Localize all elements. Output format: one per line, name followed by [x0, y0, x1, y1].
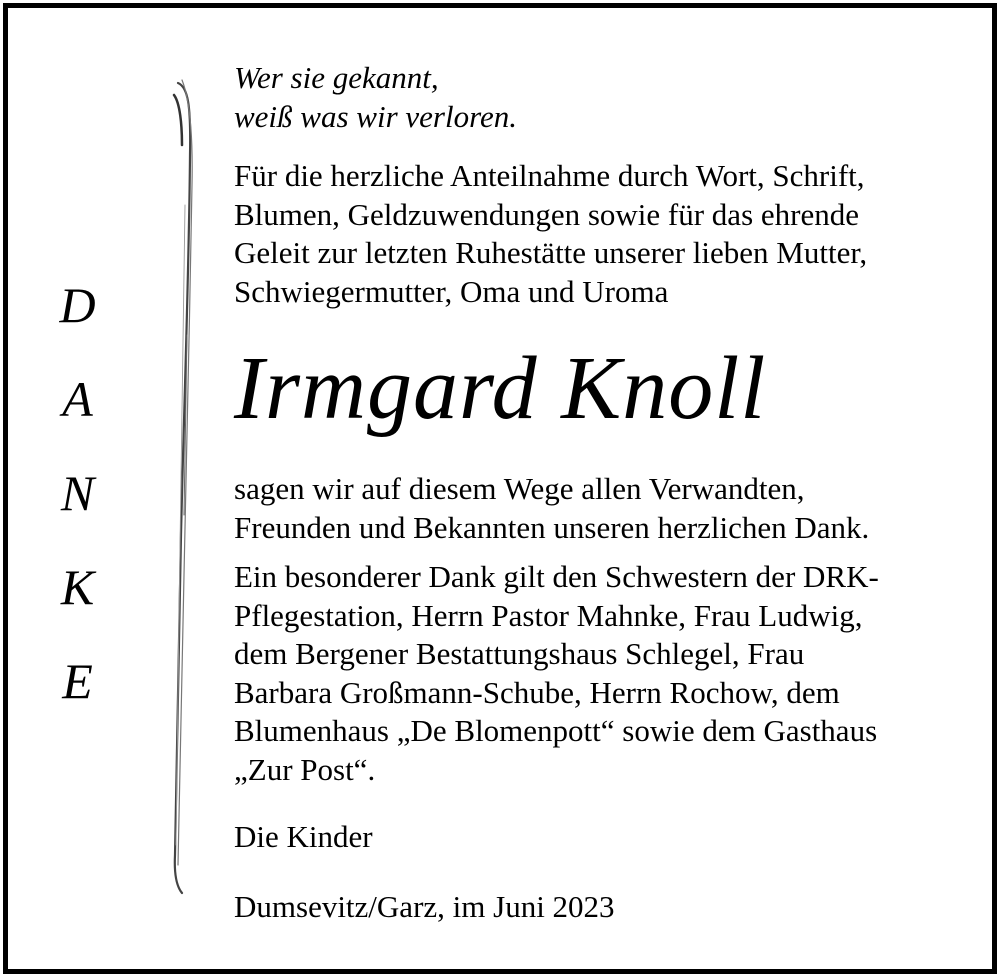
- deceased-name: Irmgard Knoll: [234, 339, 767, 438]
- special-thanks-paragraph: Ein besonderer Dank gilt den Schwestern der DRK- Pflegestation, Herrn Pastor Mahnke, Frau Ludwig, dem Bergener Bestattungshaus Schlegel, Frau Barbara Großmann-Schube, Herrn Rochow, dem Blumenhaus „De Blomenpott“ sowie dem Gasthaus „Zur Post“.: [234, 559, 879, 787]
- signature: Die Kinder: [234, 819, 373, 854]
- motto-line: weiß was wir verloren.: [234, 99, 518, 134]
- vertical-letter: N: [60, 465, 95, 521]
- intro-paragraph: Für die herzliche Anteilnahme durch Wort, Schrift, Blumen, Geldzuwendungen sowie für das ehrende Geleit zur letzten Ruhestätte unserer lieben Mutter, Schwiegermutter, Oma und Uroma: [234, 158, 868, 309]
- vertical-letter: E: [62, 653, 93, 709]
- brush-stroke-divider: [160, 75, 210, 895]
- vertical-letter: D: [59, 277, 96, 333]
- motto: [234, 58, 964, 136]
- vertical-letter: K: [60, 559, 95, 615]
- vertical-danke: [40, 258, 115, 728]
- motto-line: Wer sie gekannt,: [234, 60, 439, 95]
- place-date: Dumsevitz/Garz, im Juni 2023: [234, 888, 615, 924]
- vertical-letter: A: [62, 371, 93, 427]
- thanks-paragraph: sagen wir auf diesem Wege allen Verwandten, Freunden und Bekannten unseren herzlichen Dank.: [234, 471, 870, 545]
- notice-body: [234, 58, 964, 926]
